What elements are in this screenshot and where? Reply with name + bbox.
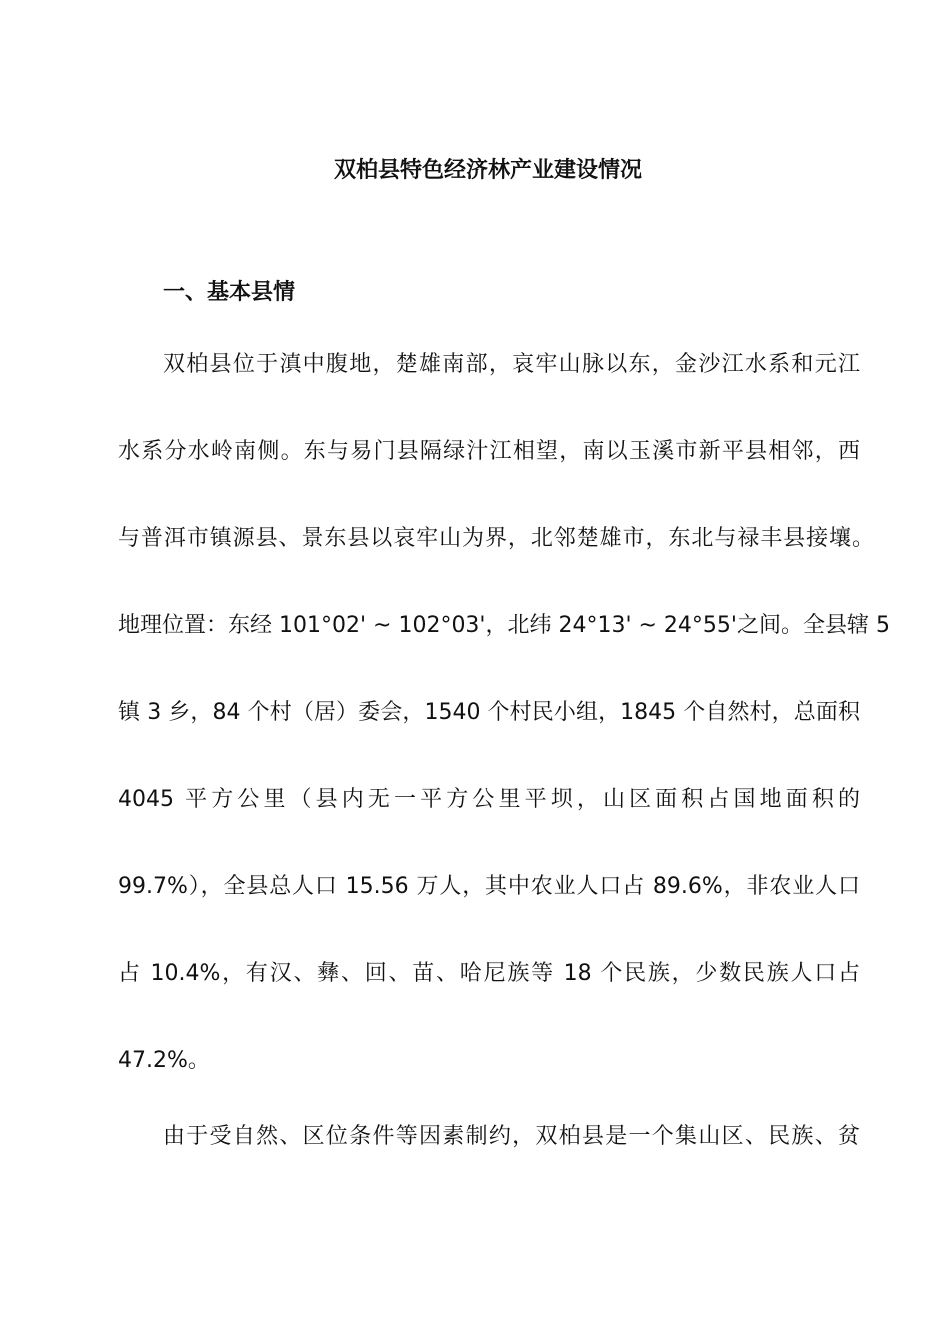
paragraph-line: 双柏县位于滇中腹地，楚雄南部，哀牢山脉以东，金沙江水系和元江 xyxy=(163,352,860,377)
paragraph-line: 占 10.4%，有汉、彝、回、苗、哈尼族等 18 个民族，少数民族人口占 xyxy=(118,961,860,986)
section-heading: 一、基本县情 xyxy=(163,280,296,305)
paragraph-line: 地理位置：东经 101°02' ~ 102°03'，北纬 24°13' ~ 24°55'之间。全县辖 5 xyxy=(118,613,890,638)
paragraph-line: 由于受自然、区位条件等因素制约，双柏县是一个集山区、民族、贫 xyxy=(163,1124,860,1149)
paragraph-line: 水系分水岭南侧。东与易门县隔绿汁江相望，南以玉溪市新平县相邻，西 xyxy=(118,439,860,464)
paragraph-line: 99.7%），全县总人口 15.56 万人，其中农业人口占 89.6%，非农业人口 xyxy=(118,874,860,899)
paragraph-line: 4045 平方公里（县内无一平方公里平坝，山区面积占国地面积的 xyxy=(118,787,860,812)
paragraph-line: 47.2%。 xyxy=(118,1048,210,1073)
paragraph-line: 与普洱市镇源县、景东县以哀牢山为界，北邻楚雄市，东北与禄丰县接壤。 xyxy=(118,526,874,551)
paragraph-line: 镇 3 乡，84 个村（居）委会，1540 个村民小组，1845 个自然村，总面积 xyxy=(118,700,860,725)
document-title: 双柏县特色经济林产业建设情况 xyxy=(333,158,642,183)
